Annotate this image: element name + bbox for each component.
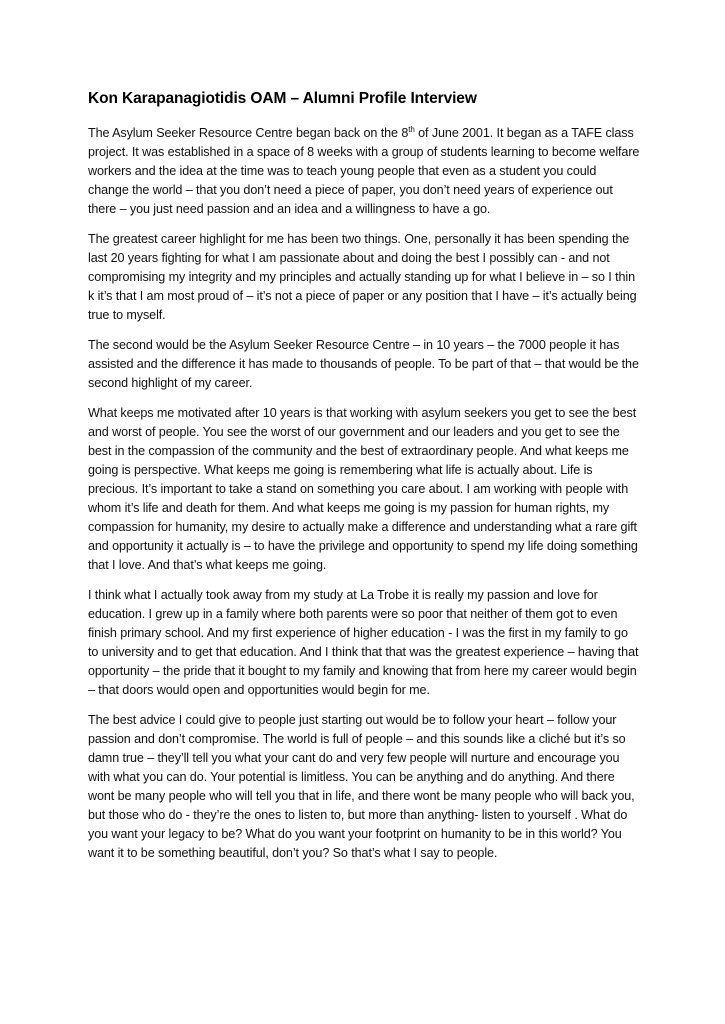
paragraph-career-highlight: The greatest career highlight for me has been two things. One, personally it has been spending the last 20 years fighting for what I am passionate about and doing the best I possibly can - and not compromising my integrity and my principles and actually standing up for what I believe in – so I thin k it’s that I am most proud of – it’s not a piece of paper or any position that I have – it’s actually being true to myself. [88,232,637,322]
paragraph-founding-text-end: of June 2001. It began as a TAFE class project. It was established in a space of 8 weeks with a group of students learning to become welfare workers and the idea at the time was to teach young people that even as a student you could change the world – that you don’t need a piece of paper, you don’t need years of experience out there – you just need passion and an idea and a willingness to have a go. [88,126,640,216]
paragraph-second-highlight: The second would be the Asylum Seeker Resource Centre – in 10 years – the 7000 people it has assisted and the difference it has made to thousands of people. To be part of that – that would be the second highlight of my career. [88,338,639,390]
ordinal-superscript: th [408,124,415,134]
paragraph-advice: The best advice I could give to people just starting out would be to follow your heart – follow your passion and don’t compromise. The world is full of people – and this sounds like a cliché but it’s so damn true – they’ll tell you what your cant do and very few people will nurture and encourage you with what you can do. Your potential is limitless. You can be anything and do anything. And there wont be many people who will tell you that in life, and there wont be many people who will back you, but those who do - they’re the ones to listen to, but more than anything- listen to yourself . What do you want your legacy to be? What do you want your footprint on humanity to be in this world? You want it to be something beautiful, don’t you? So that’s what I say to people. [88,713,635,860]
document-title: Kon Karapanagiotidis OAM – Alumni Profile Interview [88,90,477,107]
document-body [88,88,640,874]
paragraph-study-takeaway: I think what I actually took away from my study at La Trobe it is really my passion and love for education. I grew up in a family where both parents were so poor that neither of them got to even finish primary school. And my first experience of higher education - I was the first in my family to go to university and to get that education. And I think that that was the greatest experience – having that opportunity – the pride that it bought to my family and knowing that from here my career would begin – that doors would open and opportunities would begin for me. [88,588,639,697]
paragraph-motivation: What keeps me motivated after 10 years is that working with asylum seekers you get to see the best and worst of people. You see the worst of our government and our leaders and you get to see the best in the compassion of the community and the best of extraordinary people. And what keeps me going is perspective. What keeps me going is remembering what life is actually about. Life is precious. It’s important to take a stand on something you care about. I am working with people with whom it’s life and death for them. And what keeps me going is my passion for human rights, my compassion for humanity, my desire to actually make a difference and understanding what a rare gift and opportunity it actually is – to have the privilege and opportunity to spend my life doing something that I love. And that’s what keeps me going. [88,406,638,572]
paragraph-founding [88,124,640,219]
paragraph-founding-text-start: The Asylum Seeker Resource Centre began back on the 8 [88,126,409,140]
